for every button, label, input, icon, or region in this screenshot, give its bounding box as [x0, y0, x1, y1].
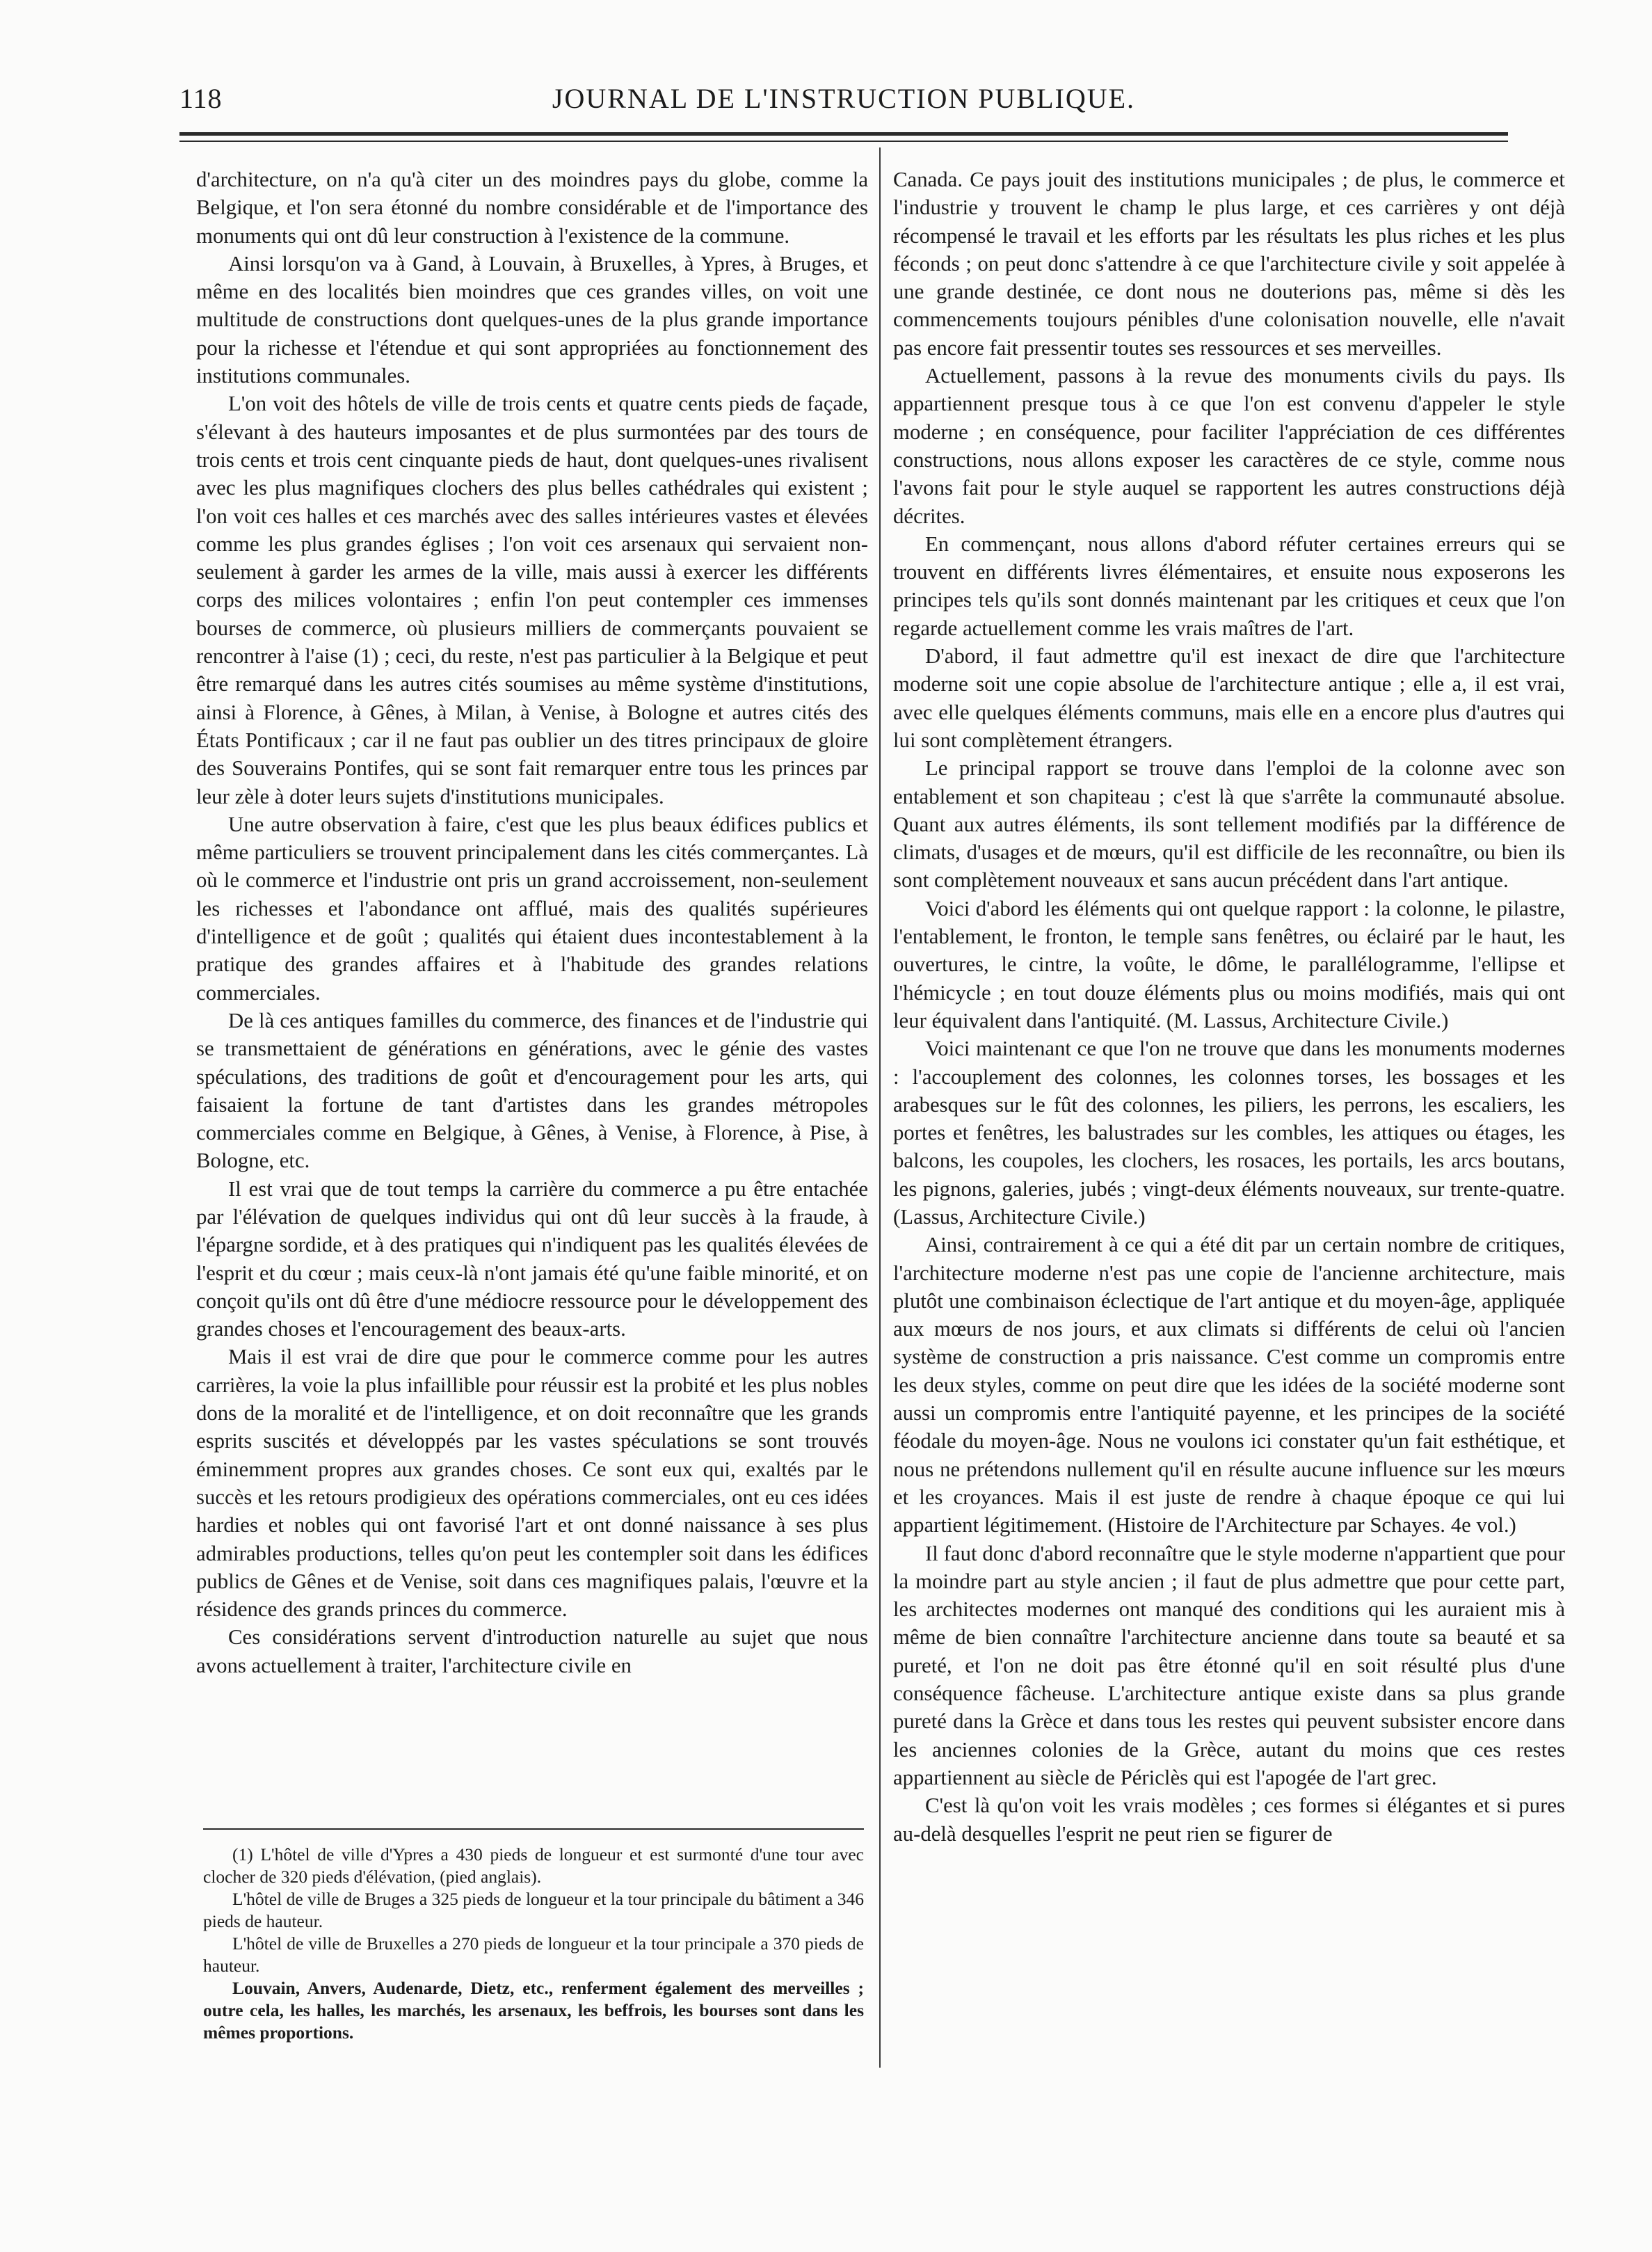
header-rule-thin [179, 141, 1508, 142]
paragraph: L'on voit des hôtels de ville de trois cents et quatre cents pieds de façade, s'élevant à des hauteurs imposantes et de plus surmontées par des tours de trois cents et trois cent cinquante pieds de haut, dont quelques-unes rivalisent avec les plus magnifiques clochers des plus belles cathédrales qui existent ; l'on voit ces halles et ces marchés avec des salles intérieures vastes et élevées comme les plus grandes églises ; l'on voit ces arsenaux qui servaient non-seulement à garder les armes de la ville, mais aussi à exercer les différents corps des milices volontaires ; enfin l'on peut contempler ces immenses bourses de commerce, où plusieurs milliers de commerçants pouvaient se rencontrer à l'aise (1) ; ceci, du reste, n'est pas particulier à la Belgique et peut être remarqué dans les autres cités soumises au même système d'institutions, ainsi à Florence, à Gênes, à Milan, à Venise, à Bologne et autres cités des États Pontificaux ; car il ne faut pas oublier un des titres principaux de gloire des Souverains Pontifes, qui se sont fait remarquer entre tous les princes par leur zèle à doter leurs sujets d'institutions municipales. [196, 392, 868, 808]
left-column [196, 166, 868, 1679]
paragraph: Voici d'abord les éléments qui ont quelque rapport : la colonne, le pilastre, l'entablement, le fronton, le temple sans fenêtres, ou éclairé par le haut, les ouvertures, le cintre, la voûte, le dôme, le parallélogramme, l'ellipse et l'hémicycle ; en tout douze éléments plus ou moins modifiés, mais qui ont leur équivalent dans l'antiquité. (M. Lassus, Architecture Civile.) [893, 896, 1565, 1032]
paragraph: Ainsi lorsqu'on va à Gand, à Louvain, à Bruxelles, à Ypres, à Bruges, et même en des localités bien moindres que ces grandes villes, on voit une multitude de constructions dont quelques-unes de la plus grande importance pour la richesse et l'étendue et qui sont appropriées au fonctionnement des institutions communales. [196, 251, 868, 388]
page-number: 118 [179, 83, 223, 114]
footnote: Louvain, Anvers, Audenarde, Dietz, etc., renferment également des merveilles ; outre cela, les halles, les marchés, les arsenaux, les beffrois, les bourses sont dans les mêmes proportions. [203, 1978, 864, 2043]
paragraph: Le principal rapport se trouve dans l'emploi de la colonne avec son entablement et son chapiteau ; c'est là que s'arrête la communauté absolue. Quant aux autres éléments, ils sont tellement modifiés par la différence de climats, d'usages et de mœurs, qu'il est difficile de les reconnaître, ou bien ils sont complètement nouveaux et sans aucun précédent dans l'art antique. [893, 756, 1565, 893]
paragraph: De là ces antiques familles du commerce, des finances et de l'industrie qui se transmettaient de générations en générations, avec le génie des vastes spéculations, des traditions de goût et d'encouragement pour les arts, qui faisaient la fortune de tant d'artistes dans les grandes métropoles commerciales comme en Belgique, à Gênes, à Venise, à Florence, à Pise, à Bologne, etc. [196, 1008, 868, 1173]
page-header [179, 82, 1508, 124]
column-divider [879, 147, 881, 2068]
footnote: L'hôtel de ville de Bruges a 325 pieds de longueur et la tour principale du bâtiment a 346 pieds de hauteur. [203, 1889, 864, 1931]
paragraph: C'est là qu'on voit les vrais modèles ; ces formes si élégantes et si pures au-delà desquelles l'esprit ne peut rien se figurer de [893, 1794, 1565, 1846]
footnote: (1) L'hôtel de ville d'Ypres a 430 pieds de longueur et est surmonté d'une tour avec clocher de 320 pieds d'élévation, (pied anglais). [203, 1844, 864, 1887]
paragraph: d'architecture, on n'a qu'à citer un des moindres pays du globe, comme la Belgique, et l'on sera étonné du nombre considérable et de l'importance des monuments qui ont dû leur construction à l'existence de la commune. [196, 168, 868, 248]
footnotes [203, 1844, 864, 2044]
paragraph: D'abord, il faut admettre qu'il est inexact de dire que l'architecture moderne soit une copie absolue de l'architecture antique ; elle a, il est vrai, avec elle quelques éléments communs, mais elle en a encore plus d'autres qui lui sont complètement étrangers. [893, 644, 1565, 752]
journal-title: JOURNAL DE L'INSTRUCTION PUBLIQUE. [552, 83, 1136, 114]
paragraph: Mais il est vrai de dire que pour le commerce comme pour les autres carrières, la voie la plus infaillible pour réussir est la probité et les plus nobles dons de la moralité et de l'intelligence, et on doit reconnaître que les grands esprits suscités et développés par les vastes spéculations se sont trouvés éminemment propres aux grandes choses. Ce sont eux qui, exaltés par le succès et les retours prodigieux des opérations commerciales, ont eu ces idées hardies et nobles qui ont favorisé l'art et ont donné naissance à ses plus admirables productions, telles qu'on peut les contempler soit dans les édifices publics de Gênes et de Venise, soit dans ces magnifiques palais, l'œuvre et la résidence des grands princes du commerce. [196, 1345, 868, 1622]
footnote: L'hôtel de ville de Bruxelles a 270 pieds de longueur et la tour principale a 370 pieds de hauteur. [203, 1933, 864, 1976]
paragraph: Il est vrai que de tout temps la carrière du commerce a pu être entachée par l'élévation de quelques individus qui ont dû leur succès à la fraude, à l'épargne sordide, et à des pratiques qui n'indiquent pas les qualités élevées de l'esprit et du cœur ; mais ceux-là n'ont jamais été qu'une faible minorité, et on conçoit qu'ils ont dû être d'une médiocre ressource pour le développement des grandes choses et l'encouragement des beaux-arts. [196, 1176, 868, 1341]
paragraph: Il faut donc d'abord reconnaître que le style moderne n'appartient que pour la moindre part au style ancien ; il faut de plus admettre que pour cette part, les architectes modernes ont manqué des conditions qui les auraient mis à même de bien connaître l'architecture ancienne dans toute sa beauté et sa pureté, et l'on ne doit pas être étonné qu'il en soit résulté plus d'une conséquence fâcheuse. L'architecture antique existe dans sa plus grande pureté dans la Grèce et dans tous les restes qui peuvent subsister encore dans les anciennes colonies de la Grèce, autant du moins que ces restes appartiennent au siècle de Périclès qui est l'apogée de l'art grec. [893, 1541, 1565, 1789]
paragraph: Une autre observation à faire, c'est que les plus beaux édifices publics et même particuliers se trouvent principalement dans les cités commerçantes. Là où le commerce et l'industrie ont pris un grand accroissement, non-seulement les richesses et l'abondance ont afflué, mais des qualités supérieures d'intelligence et de goût ; qualités qui étaient dues incontestablement à la pratique des grandes affaires et à l'habitude des grandes relations commerciales. [196, 812, 868, 1005]
right-column [893, 166, 1565, 1848]
paragraph: Actuellement, passons à la revue des monuments civils du pays. Ils appartiennent presque tous à ce que l'on est convenu d'appeler le style moderne ; en conséquence, pour faciliter l'appréciation de ces différentes constructions, nous allons exposer les caractères de ce style, comme nous l'avons fait pour le style auquel se rapportent les autres constructions déjà décrites. [893, 364, 1565, 528]
paragraph: En commençant, nous allons d'abord réfuter certaines erreurs qui se trouvent en différents livres élémentaires, et ensuite nous exposerons les principes tels qu'ils sont donnés maintenant par les critiques et ceux que l'on regarde actuellement comme les vrais maîtres de l'art. [893, 532, 1565, 640]
paragraph: Canada. Ce pays jouit des institutions municipales ; de plus, le commerce et l'industrie y trouvent le champ le plus large, et ces carrières y ont déjà récompensé le travail et les efforts par les résultats les plus riches et les plus féconds ; on peut donc s'attendre à ce que l'architecture civile y soit appelée à une grande destinée, ce dont nous ne douterions pas, même si dès les commencements toujours pénibles d'une colonisation nouvelle, elle n'avait pas encore fait pressentir toutes ses ressources et ses merveilles. [893, 168, 1565, 360]
footnote-rule [203, 1828, 864, 1830]
paragraph: Ainsi, contrairement à ce qui a été dit par un certain nombre de critiques, l'architecture moderne n'est pas une copie de l'ancienne architecture, mais plutôt une combinaison éclectique de l'art antique et du moyen-âge, appliquée aux mœurs de nos jours, et aux climats si différents de celui où l'ancien système de construction a pris naissance. C'est comme un compromis entre les deux styles, comme on peut dire que les idées de la société moderne sont aussi un compromis entre l'antiquité payenne, et les principes de la société féodale du moyen-âge. Nous ne voulons ici constater qu'un fait esthétique, et nous ne prétendons nullement qu'il en résulte aucune influence sur les mœurs et les croyances. Mais il est juste de rendre à chaque époque ce qui lui appartient légitimement. (Histoire de l'Architecture par Schayes. 4e vol.) [893, 1233, 1565, 1538]
header-rule-thick [179, 132, 1508, 136]
paragraph: Voici maintenant ce que l'on ne trouve que dans les monuments modernes : l'accouplement des colonnes, les colonnes torses, les bossages et les arabesques sur le fût des colonnes, les piliers, les perrons, les escaliers, les portes et fenêtres, les balustrades sur les combles, les attiques ou étages, les balcons, les coupoles, les clochers, les rosaces, les portails, les arcs boutans, les pignons, galeries, jubés ; vingt-deux éléments nouveaux, sur trente-quatre. (Lassus, Architecture Civile.) [893, 1037, 1565, 1229]
paragraph: Ces considérations servent d'introduction naturelle au sujet que nous avons actuellement à traiter, l'architecture civile en [196, 1625, 868, 1677]
